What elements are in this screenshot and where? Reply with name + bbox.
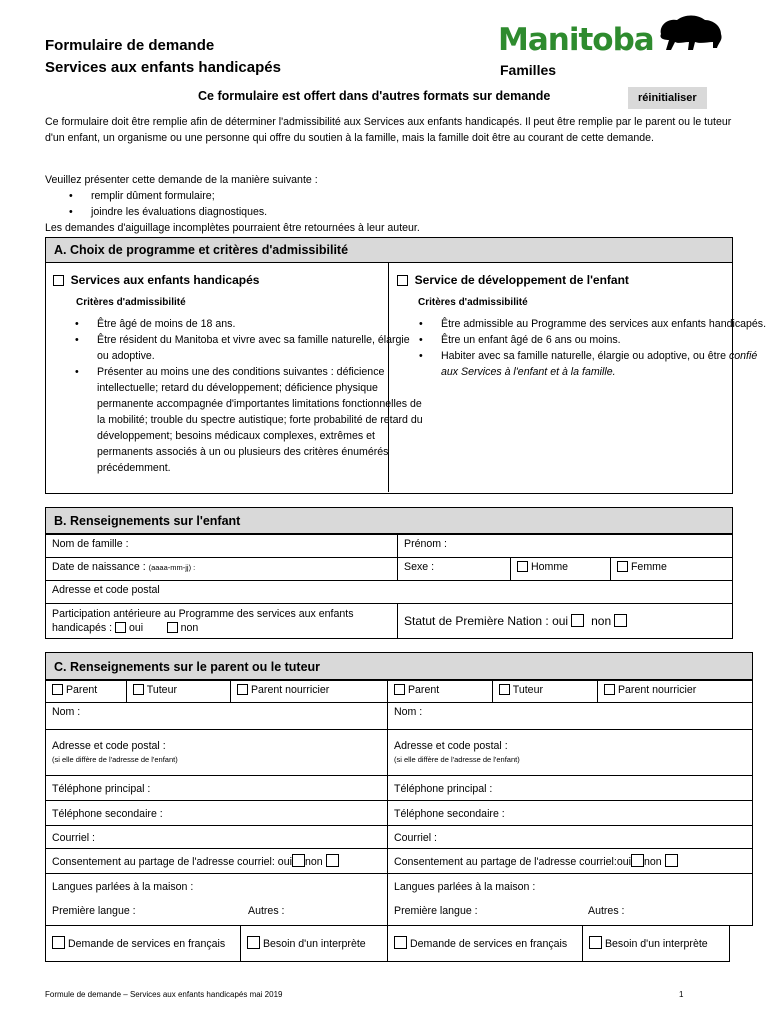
french-checkbox[interactable] [52,936,65,949]
guardian-address-field-right[interactable]: Adresse et code postal : (si elle diffère de l'adresse de l'enfant) [387,729,753,776]
list-item: • Être âgé de moins de 18 ans. [97,316,423,332]
role-guardian-right[interactable]: Tuteur [492,680,598,703]
guardian-name-field-left[interactable]: Nom : [45,702,388,730]
phone2-field-right[interactable]: Téléphone secondaire : [387,800,753,826]
intro-paragraph: Ce formulaire doit être remplie afin de déterminer l'admissibilité aux Services aux enfants handicapés. Il peut être remplie par le parent ou le tuteur d'un enfant, un organisme ou une personne qui offre du soutien à la famille, mais la famille doit être au courant de cette demande. [45,116,732,144]
page-number: 1 [679,990,684,999]
list-item: • remplir dûment formulaire; [91,188,267,204]
formats-notice: Ce formulaire est offert dans d'autres formats sur demande [198,89,551,103]
form-title: Formulaire de demande Services aux enfants handicapés [45,37,281,76]
option-sed[interactable]: Services aux enfants handicapés [53,273,259,287]
phone1-field-right[interactable]: Téléphone principal : [387,775,753,801]
interpreter-checkbox[interactable] [247,936,260,949]
email-consent-right: Consentement au partage de l'adresse courriel:oui non [387,848,753,874]
guardian-checkbox[interactable] [499,684,510,695]
list-item: • joindre les évaluations diagnostiques. [91,204,267,220]
list-item: • Être résident du Manitoba et vivre avec sa famille naturelle, élargie ou adoptive. [97,332,423,364]
criteria-title-right: Critères d'admissibilité [418,297,528,308]
role-guardian-left[interactable]: Tuteur [126,680,231,703]
first-nation-yes-checkbox[interactable] [571,614,584,627]
sex-female-option[interactable]: Femme [610,557,733,581]
sed-checkbox[interactable] [53,275,64,286]
guardian-checkbox[interactable] [133,684,144,695]
brand-subtitle: Familles [500,62,557,78]
option-cds[interactable]: Service de développement de l'enfant [397,273,629,287]
prior-yes-checkbox[interactable] [115,622,126,633]
guardian-address-field-left[interactable]: Adresse et code postal : (si elle diffère de l'adresse de l'enfant) [45,729,388,776]
criteria-list-left [55,316,423,476]
languages-field-left[interactable]: Langues parlées à la maison : Première langue : Autres : [45,873,388,926]
role-parent-left[interactable]: Parent [45,680,127,703]
child-last-name-field[interactable]: Nom de famille : [45,534,398,558]
warning-text: Les demandes d'aiguillage incomplètes pourraient être retournées à leur auteur. [45,222,420,234]
parent-checkbox[interactable] [394,684,405,695]
cds-checkbox[interactable] [397,275,408,286]
french-checkbox[interactable] [394,936,407,949]
list-item: • Présenter au moins une des conditions suivantes : déficience intellectuelle; retard du développement; déficience physique permanente accompagnée d'importantes limitations fonctionnelles de la mobilité; trouble du spectre autistique; forte probabilité de retard du développement; besoins médicaux complexes, extrêmes et permanents associés à un ou plusieurs des critères énumérés précédemment. [97,364,423,476]
interpreter-checkbox[interactable] [589,936,602,949]
languages-field-right[interactable]: Langues parlées à la maison : Première langue : Autres : [387,873,753,926]
first-nation-status: Statut de Première Nation : oui non [397,603,733,639]
email-consent-left: Consentement au partage de l'adresse courriel: oui non [45,848,388,874]
male-checkbox[interactable] [517,561,528,572]
parent-checkbox[interactable] [52,684,63,695]
email-field-left[interactable]: Courriel : [45,825,388,849]
role-parent-right[interactable]: Parent [387,680,493,703]
list-item: • Habiter avec sa famille naturelle, élargie ou adoptive, ou être confié aux Services à l'enfant et à la famille. [441,348,770,380]
section-c-header: C. Renseignements sur le parent ou le tuteur [45,652,753,680]
child-first-name-field[interactable]: Prénom : [397,534,733,558]
section-a-header: A. Choix de programme et critères d'admissibilité [45,237,733,263]
phone2-field-left[interactable]: Téléphone secondaire : [45,800,388,826]
french-services-left[interactable]: Demande de services en français [45,925,241,962]
foster-checkbox[interactable] [237,684,248,695]
instructions: Veuillez présenter cette demande de la manière suivante : [45,174,318,186]
section-b-header: B. Renseignements sur l'enfant [45,507,733,534]
email-field-right[interactable]: Courriel : [387,825,753,849]
interpreter-left[interactable]: Besoin d'un interprète [240,925,388,962]
child-address-field[interactable]: Adresse et code postal [45,580,733,604]
list-item: • Être admissible au Programme des services aux enfants handicapés. [441,316,770,332]
foster-checkbox[interactable] [604,684,615,695]
reset-button[interactable]: réinitialiser [628,87,707,109]
female-checkbox[interactable] [617,561,628,572]
criteria-title-left: Critères d'admissibilité [76,297,186,308]
role-foster-right[interactable]: Parent nourricier [597,680,753,703]
criteria-list-right [397,316,770,380]
list-item: • Être un enfant âgé de 6 ans ou moins. [441,332,770,348]
consent-no-checkbox[interactable] [665,854,678,867]
footer-text: Formule de demande – Services aux enfants handicapés mai 2019 [45,990,283,999]
interpreter-right[interactable]: Besoin d'un interprète [582,925,730,962]
prior-participation: Participation antérieure au Programme des services aux enfants handicapés : oui non [45,603,398,639]
consent-yes-checkbox[interactable] [292,854,305,867]
french-services-right[interactable]: Demande de services en français [387,925,583,962]
consent-yes-checkbox[interactable] [631,854,644,867]
prior-no-checkbox[interactable] [167,622,178,633]
manitoba-logo: Manitoba [498,22,654,58]
bison-icon [655,12,727,56]
instructions-list [45,188,267,220]
sex-male-option[interactable]: Homme [510,557,611,581]
guardian-name-field-right[interactable]: Nom : [387,702,753,730]
consent-no-checkbox[interactable] [326,854,339,867]
role-foster-left[interactable]: Parent nourricier [230,680,388,703]
phone1-field-left[interactable]: Téléphone principal : [45,775,388,801]
sex-label: Sexe : [397,557,511,581]
dob-field[interactable]: Date de naissance : (aaaa-mm-jj) : [45,557,398,581]
first-nation-no-checkbox[interactable] [614,614,627,627]
